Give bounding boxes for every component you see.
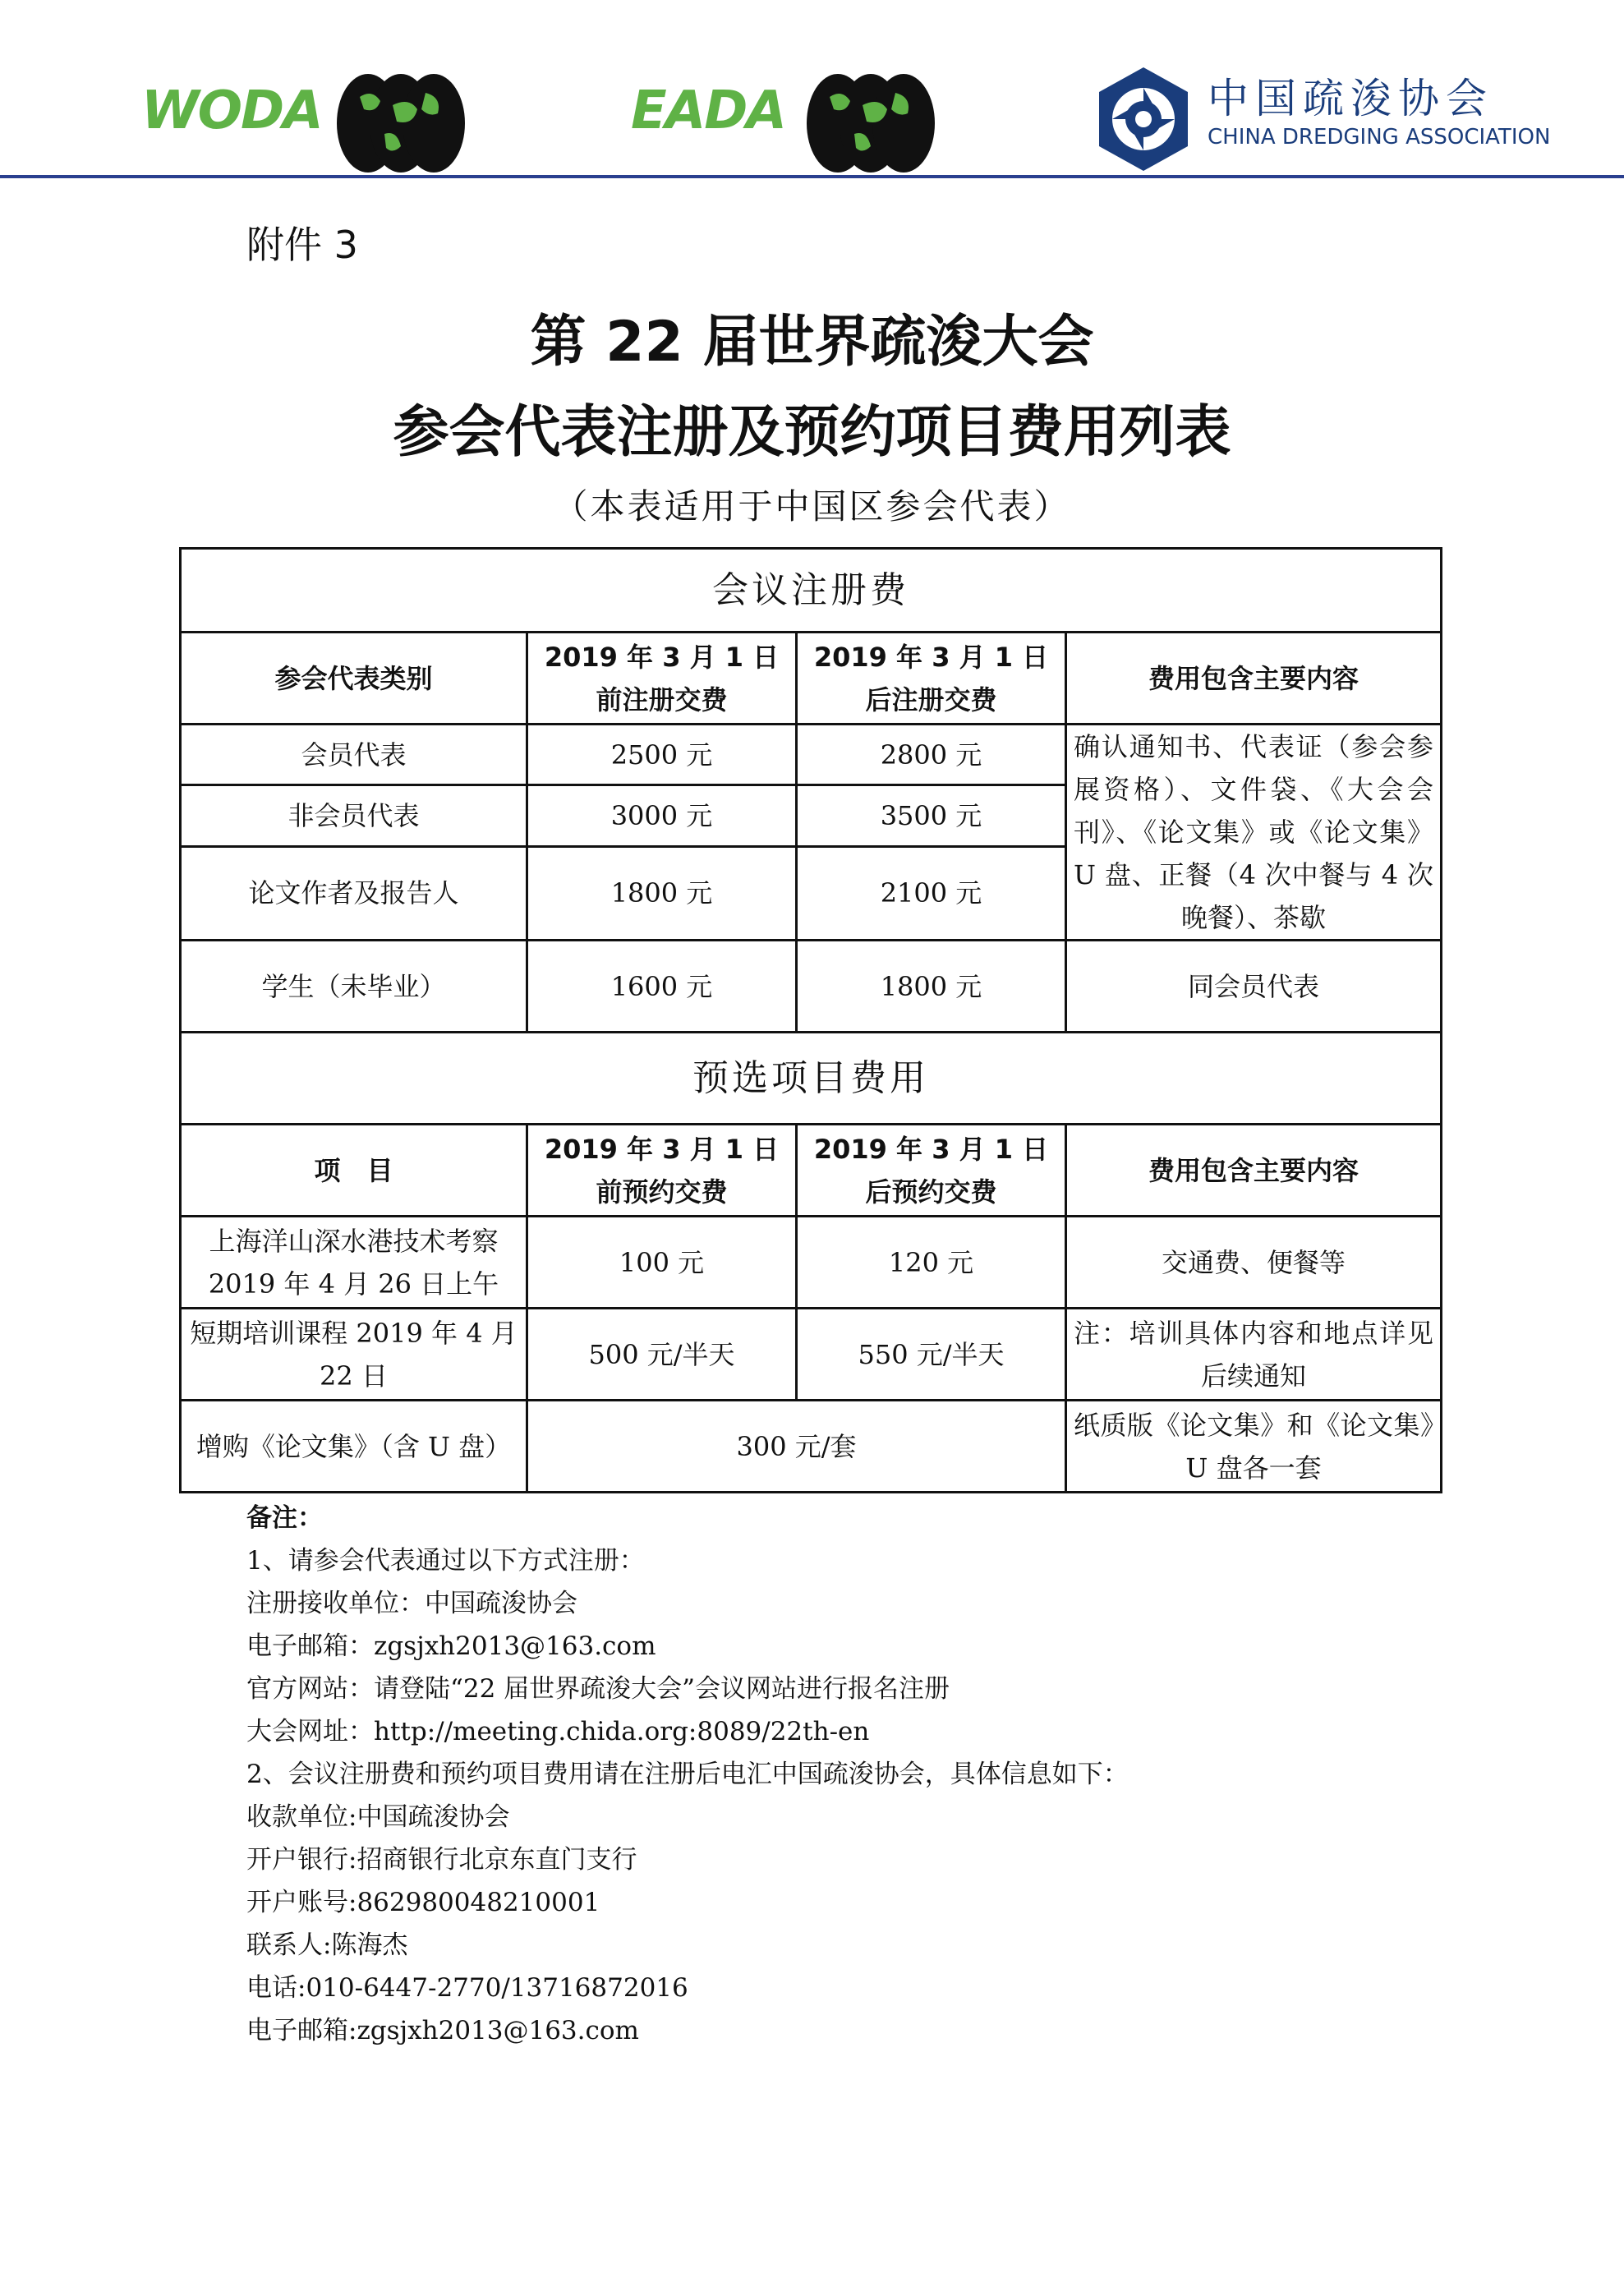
notes-title: 备注： — [246, 1503, 323, 1533]
note-line: 开户银行:招商银行北京东直门支行 — [246, 1845, 637, 1875]
fee-after-cell: 3500 元 — [797, 785, 1066, 846]
column-header: 项 目 — [181, 1125, 527, 1217]
included-content-cell: 注：培训具体内容和地点详见后续通知 — [1066, 1309, 1442, 1401]
note-line: 电子邮箱：zgsjxh2013@163.com — [246, 1631, 656, 1661]
note-line: 官方网站：请登陆“22 届世界疏浚大会”会议网站进行报名注册 — [246, 1674, 950, 1704]
fee-before-cell: 2500 元 — [527, 725, 797, 785]
fee-after-cell: 120 元 — [797, 1217, 1066, 1309]
globe-icon — [805, 72, 936, 175]
page-header — [0, 0, 1624, 177]
table-row — [181, 549, 1442, 633]
fee-before-cell: 500 元/半天 — [527, 1309, 797, 1401]
fee-after-cell: 2100 元 — [797, 846, 1066, 940]
category-cell: 会员代表 — [181, 725, 527, 785]
item-cell: 增购《论文集》（含 U 盘） — [181, 1401, 527, 1493]
table-row — [181, 1401, 1442, 1493]
note-line: 收款单位:中国疏浚协会 — [246, 1802, 510, 1832]
registration-section-title: 会议注册费 — [181, 549, 1442, 633]
table-row — [181, 1309, 1442, 1401]
fee-before-cell: 100 元 — [527, 1217, 797, 1309]
note-line: 电子邮箱:zgsjxh2013@163.com — [246, 2016, 639, 2045]
column-header: 2019 年 3 月 1 日后预约交费 — [797, 1125, 1066, 1217]
fee-after-cell: 2800 元 — [797, 725, 1066, 785]
column-header: 2019 年 3 月 1 日前预约交费 — [527, 1125, 797, 1217]
category-cell: 论文作者及报告人 — [181, 846, 527, 940]
page-subtitle: （本表适用于中国区参会代表） — [553, 486, 1071, 527]
table-header-row — [181, 633, 1442, 725]
column-header: 费用包含主要内容 — [1066, 1125, 1442, 1217]
fee-after-cell: 1800 元 — [797, 941, 1066, 1033]
price-cell: 300 元/套 — [527, 1401, 1066, 1493]
table-row — [181, 725, 1442, 785]
category-cell: 学生（未毕业） — [181, 941, 527, 1033]
table-row — [181, 941, 1442, 1033]
notes-section — [246, 1497, 1561, 2052]
fee-before-cell: 1600 元 — [527, 941, 797, 1033]
woda-logo-text: WODA — [141, 81, 322, 141]
cda-logo — [1093, 64, 1553, 179]
cda-name-chinese: 中国疏浚协会 — [1208, 75, 1493, 122]
included-content-cell: 同会员代表 — [1066, 941, 1442, 1033]
attachment-label: 附件 3 — [246, 223, 358, 267]
included-content-cell: 纸质版《论文集》和《论文集》U 盘各一套 — [1066, 1401, 1442, 1493]
column-header: 费用包含主要内容 — [1066, 633, 1442, 725]
header-divider — [0, 175, 1624, 178]
fee-before-cell: 1800 元 — [527, 846, 797, 940]
globe-icon — [335, 72, 467, 175]
note-line: 2、会议注册费和预约项目费用请在注册后电汇中国疏浚协会，具体信息如下： — [246, 1760, 1129, 1789]
item-cell: 短期培训课程 2019 年 4 月 22 日 — [181, 1309, 527, 1401]
included-content-cell: 交通费、便餐等 — [1066, 1217, 1442, 1309]
page-title-line1: 第 22 届世界疏浚大会 — [530, 310, 1094, 375]
cda-name-english: CHINA DREDGING ASSOCIATION — [1208, 125, 1551, 150]
note-line: 联系人:陈海杰 — [246, 1930, 408, 1960]
note-line: 注册接收单位：中国疏浚协会 — [246, 1589, 577, 1618]
item-cell: 上海洋山深水港技术考察 2019 年 4 月 26 日上午 — [181, 1217, 527, 1309]
column-header: 2019 年 3 月 1 日后注册交费 — [797, 633, 1066, 725]
table-row — [181, 1217, 1442, 1309]
eada-logo-text: EADA — [631, 81, 785, 141]
page-title-line2: 参会代表注册及预约项目费用列表 — [393, 400, 1231, 465]
fee-after-cell: 550 元/半天 — [797, 1309, 1066, 1401]
column-header: 2019 年 3 月 1 日前注册交费 — [527, 633, 797, 725]
note-line: 电话:010-6447-2770/13716872016 — [246, 1973, 688, 2003]
note-line: 大会网址：http://meeting.chida.org:8089/22th-en — [246, 1717, 870, 1746]
category-cell: 非会员代表 — [181, 785, 527, 846]
note-line: 开户账号:862980048210001 — [246, 1888, 600, 1917]
fee-table — [179, 547, 1442, 1493]
note-line: 1、请参会代表通过以下方式注册： — [246, 1546, 645, 1576]
column-header: 参会代表类别 — [181, 633, 527, 725]
cda-emblem-icon — [1093, 64, 1194, 174]
fee-before-cell: 3000 元 — [527, 785, 797, 846]
optional-section-title: 预选项目费用 — [181, 1033, 1442, 1125]
table-header-row — [181, 1125, 1442, 1217]
included-content-cell: 确认通知书、代表证（参会参展资格）、文件袋、《大会会刊》、《论文集》或《论文集》U 盘、正餐（4 次中餐与 4 次晚餐）、茶歇 — [1066, 725, 1442, 941]
table-row — [181, 1033, 1442, 1125]
